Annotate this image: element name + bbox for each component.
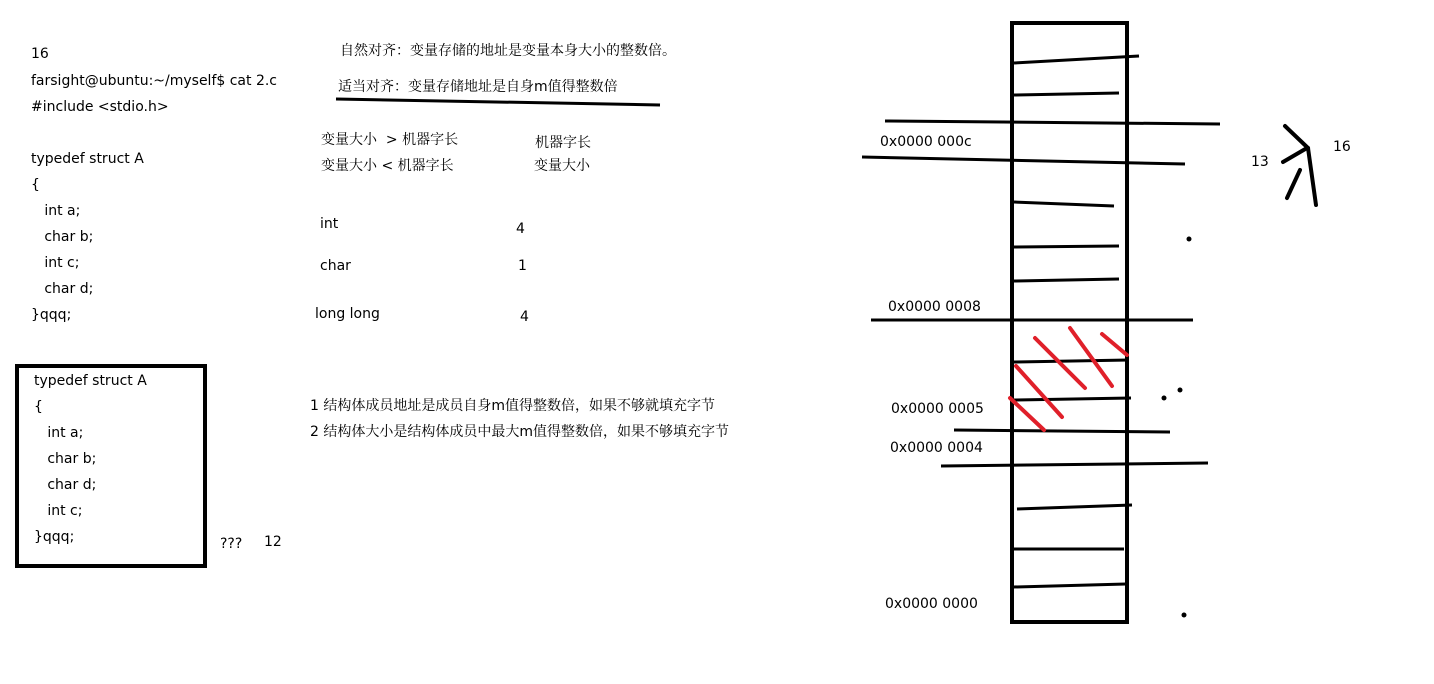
cell-line — [954, 430, 1170, 432]
cell-line — [1014, 398, 1131, 400]
dot — [1187, 237, 1192, 242]
address-label: 0x0000 0005 — [891, 401, 984, 417]
hatch-stroke — [1016, 366, 1062, 417]
type-name: int — [320, 216, 339, 232]
code-line: }qqq; — [31, 307, 72, 323]
code-line: typedef struct A — [34, 373, 147, 389]
annotation-13: 13 — [1251, 154, 1269, 170]
code-line: int c; — [31, 255, 80, 271]
memory-column — [1012, 23, 1127, 622]
arrow-stroke — [1308, 148, 1316, 205]
appropriate-alignment-note: 适当对齐：变量存储地址是自身m值得整数倍 — [338, 79, 618, 95]
type-m-value: 4 — [520, 309, 529, 325]
dot — [1162, 396, 1167, 401]
arrow-stroke — [1285, 126, 1308, 148]
code-line: #include <stdio.h> — [31, 99, 169, 115]
code-line: }qqq; — [34, 529, 75, 545]
hatch-stroke — [1035, 338, 1085, 388]
padding-hatch — [1010, 328, 1127, 430]
cell-line — [1014, 93, 1119, 95]
arrow-stroke — [1287, 170, 1300, 198]
cell-line — [1014, 246, 1119, 247]
size-question-mark: ??? — [220, 536, 243, 552]
dot — [1178, 388, 1183, 393]
compare-cond: 变量大小 > 机器字长 — [321, 132, 459, 148]
arrow-strokes — [1283, 126, 1316, 205]
underline-stroke — [336, 99, 660, 105]
compare-m: 变量大小 — [534, 158, 590, 174]
natural-alignment-note: 自然对齐：变量存储的地址是变量本身大小的整数倍。 — [340, 43, 676, 59]
cell-line — [885, 121, 1220, 124]
code-line: char b; — [31, 229, 94, 245]
code-line: 16 — [31, 46, 49, 62]
type-name: long long — [315, 306, 380, 322]
hatch-stroke — [1010, 398, 1044, 430]
address-label: 0x0000 0004 — [890, 440, 983, 456]
size-answer: 12 — [264, 534, 282, 550]
dot — [1182, 613, 1187, 618]
code-line: typedef struct A — [31, 151, 144, 167]
code-line: int c; — [34, 503, 83, 519]
cell-line — [941, 463, 1208, 466]
cell-line — [1014, 279, 1119, 281]
compare-m: 机器字长 — [535, 135, 591, 151]
code-line: { — [34, 399, 43, 415]
code-line: char b; — [34, 451, 97, 467]
address-label: 0x0000 000c — [880, 134, 972, 150]
code-line: char d; — [34, 477, 97, 493]
address-label: 0x0000 0008 — [888, 299, 981, 315]
code-line: int a; — [34, 425, 84, 441]
type-m-value: 1 — [518, 258, 527, 274]
hatch-stroke — [1102, 334, 1127, 355]
address-label: 0x0000 0000 — [885, 596, 978, 612]
arrow-stroke — [1283, 148, 1307, 162]
cell-line — [1014, 360, 1129, 362]
code-line: int a; — [31, 203, 81, 219]
compare-cond: 变量大小 < 机器字长 — [321, 158, 454, 174]
cell-line — [1014, 56, 1139, 63]
annotation-16: 16 — [1333, 139, 1351, 155]
code-line: farsight@ubuntu:~/myself$ cat 2.c — [31, 73, 278, 89]
cell-line — [1014, 584, 1126, 587]
stray-dots — [1162, 237, 1192, 618]
cell-line — [1017, 505, 1132, 509]
rule-line: 2 结构体大小是结构体成员中最大m值得整数倍，如果不够填充字节 — [310, 424, 729, 440]
cell-line — [1014, 202, 1114, 206]
hatch-stroke — [1070, 328, 1112, 386]
type-name: char — [320, 258, 351, 274]
code-line: { — [31, 177, 40, 193]
code-line: char d; — [31, 281, 94, 297]
rule-line: 1 结构体成员地址是成员自身m值得整数倍，如果不够就填充字节 — [310, 398, 715, 414]
cell-line — [862, 157, 1185, 164]
type-m-value: 4 — [516, 221, 525, 237]
